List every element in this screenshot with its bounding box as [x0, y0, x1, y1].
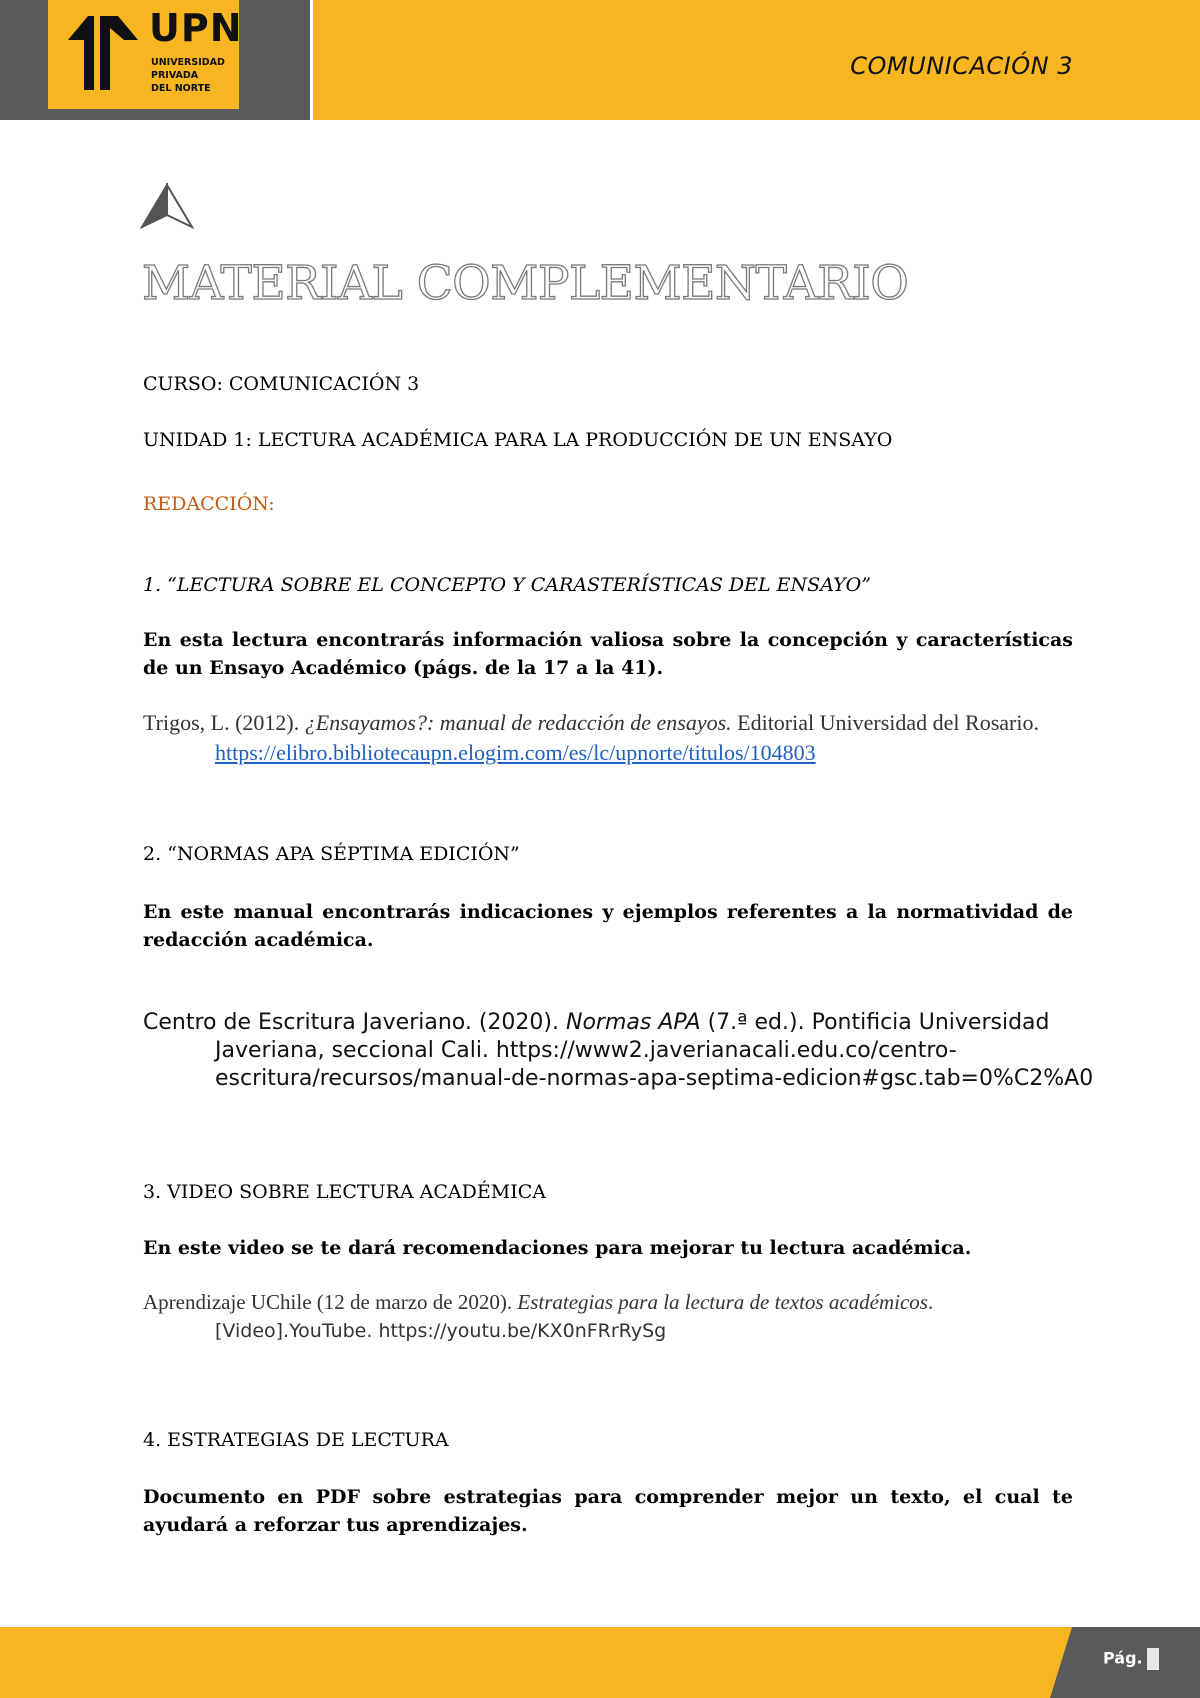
item-2-reference — [143, 1009, 1145, 1093]
item-3-description: En este video se te dará recomendaciones para mejorar tu lectura académica. — [143, 1237, 972, 1259]
page-label: Pág. — [1103, 1648, 1143, 1668]
item-1-ref-title: ¿Ensayamos?: manual de redacción de ensayos. — [304, 710, 732, 735]
item-2-ref-title: Normas APA — [565, 1010, 701, 1035]
header-divider — [310, 0, 313, 120]
item-3-reference — [143, 1288, 1145, 1345]
item-3-ref-title: Estrategias para la lectura de textos académicos — [517, 1290, 928, 1314]
header-course-label: COMUNICACIÓN 3 — [850, 52, 1073, 80]
item-4-description: Documento en PDF sobre estrategias para comprender mejor un texto, el cual te ayudará a reforzar tus aprendizajes. — [143, 1486, 1073, 1536]
section-label: REDACCIÓN: — [143, 493, 275, 515]
logo-subtitle: UNIVERSIDAD PRIVADA DEL NORTE — [151, 57, 225, 94]
item-3-heading: 3. VIDEO SOBRE LECTURA ACADÉMICA — [143, 1181, 546, 1203]
item-2-ref-suffix: (7.ª ed.). Pontificia Universidad Javeriana, seccional Cali. https://www2.javerianacali.edu.co/centro-escritura/recursos/manual-de-normas-apa-septima-edicion#gsc.tab=0%C2%A0 — [215, 1010, 1094, 1091]
item-3-ref-prefix: Aprendizaje UChile (12 de marzo de 2020). — [143, 1290, 518, 1314]
item-2-ref-prefix: Centro de Escritura Javeriano. (2020). — [143, 1010, 566, 1035]
page-footer — [0, 1627, 1200, 1698]
item-1-description: En esta lectura encontrarás información valiosa sobre la concepción y características de un Ensayo Académico (págs. de la 17 a la 41). — [143, 629, 1073, 679]
item-1-ref-link[interactable]: https://elibro.bibliotecaupn.elogim.com/es/lc/upnorte/titulos/104803 — [215, 740, 816, 765]
item-3-ref-tail: [Video].YouTube. https://youtu.be/KX0nFRrRySg — [215, 1320, 667, 1342]
item-2-description: En este manual encontrarás indicaciones y ejemplos referentes a la normatividad de redacción académica. — [143, 901, 1073, 951]
item-1-ref-prefix: Trigos, L. (2012). — [143, 710, 305, 735]
upn-logo — [48, 0, 243, 109]
unit-line: UNIDAD 1: LECTURA ACADÉMICA PARA LA PRODUCCIÓN DE UN ENSAYO — [143, 429, 893, 451]
item-4-heading: 4. ESTRATEGIAS DE LECTURA — [143, 1429, 449, 1451]
item-3-ref-suffix: . — [927, 1290, 934, 1314]
navigation-arrow-icon — [140, 183, 194, 229]
page-number — [1103, 1648, 1159, 1670]
item-1-ref-suffix: Editorial Universidad del Rosario. — [731, 710, 1039, 735]
item-1-reference — [143, 708, 1145, 768]
page-title: MATERIAL COMPLEMENTARIO — [142, 256, 909, 311]
item-1-heading: 1. “LECTURA SOBRE EL CONCEPTO Y CARASTERÍSTICAS DEL ENSAYO” — [143, 574, 871, 596]
course-line: CURSO: COMUNICACIÓN 3 — [143, 373, 420, 395]
item-2-heading: 2. “NORMAS APA SÉPTIMA EDICIÓN” — [143, 843, 520, 865]
upn-logo-mark-icon — [66, 12, 142, 94]
page-number-box — [1147, 1648, 1159, 1670]
logo-name: UPN — [149, 6, 243, 50]
